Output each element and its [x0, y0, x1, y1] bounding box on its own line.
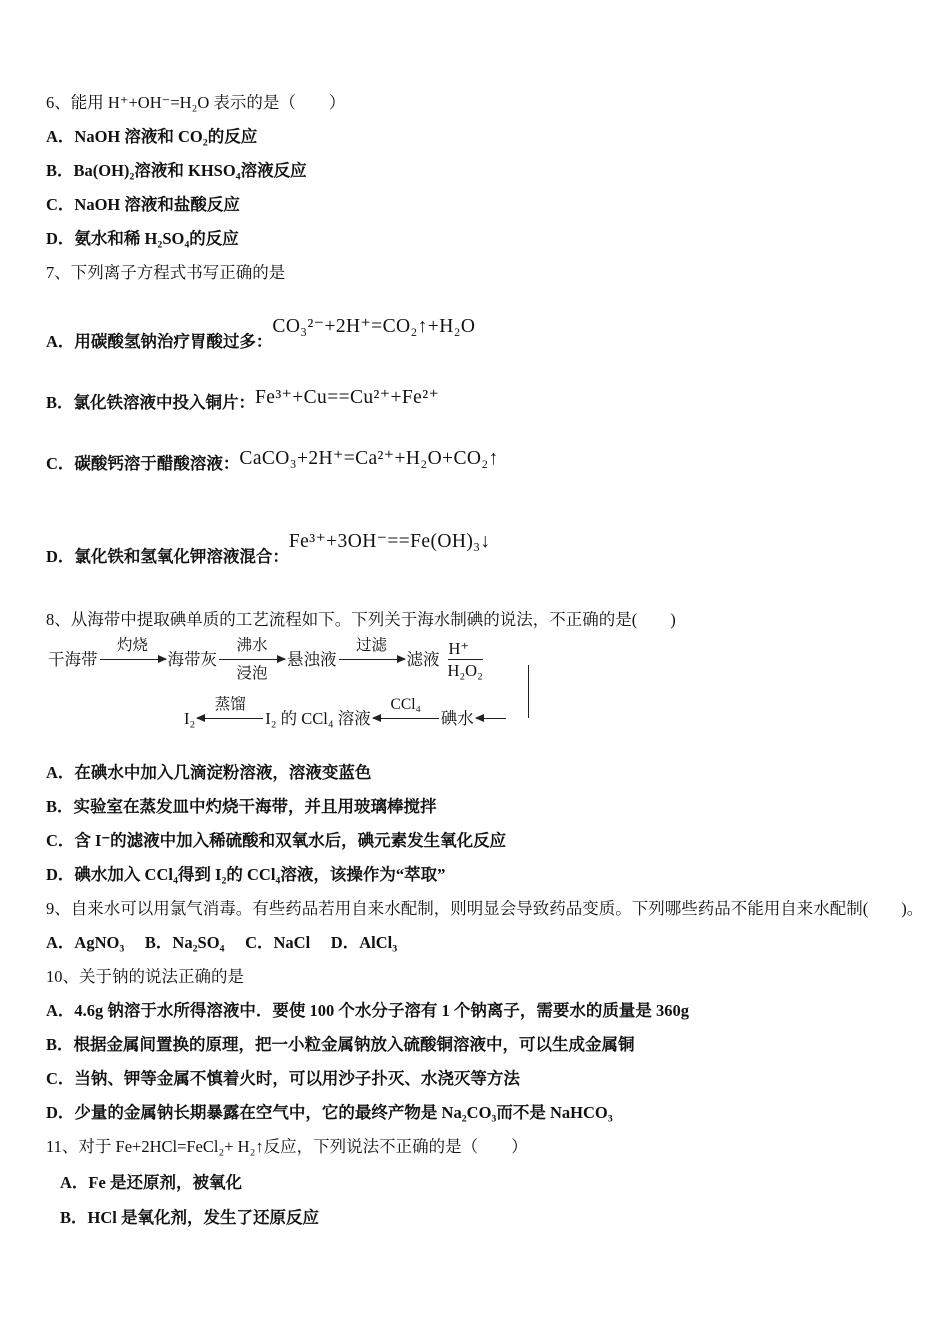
arrow-shaft — [476, 714, 506, 723]
question-7-option-d — [46, 531, 908, 567]
flow-row-2 — [184, 695, 908, 742]
flow-node-suspension: 悬浊液 — [287, 650, 337, 669]
question-7-option-c — [46, 448, 908, 474]
option-d-formula: Fe³⁺+3OH⁻==Fe(OH)₃↓ — [288, 531, 491, 552]
option-c-text: C．碳酸钙溶于醋酸溶液： — [46, 454, 240, 473]
question-7-option-b — [46, 387, 908, 413]
question-6-option-d: D．氨水和稀 H₂SO₄的反应 — [46, 229, 239, 248]
question-6-stem: 6、能用 H⁺+OH⁻=H₂O 表示的是（ ） — [46, 93, 346, 112]
flow-node-kelp-ash: 海带灰 — [167, 650, 217, 669]
flow-row-1 — [48, 636, 908, 683]
down-connector-line — [528, 665, 529, 718]
arrow-shaft — [197, 714, 263, 723]
right-arrow-icon — [219, 636, 285, 683]
flow-node-filtrate: 滤液 — [406, 650, 440, 669]
question-10-option-b: B．根据金属间置换的原理，把一小粒金属钠放入硫酸铜溶液中，可以生成金属铜 — [46, 1035, 635, 1054]
right-arrow-icon — [100, 636, 166, 683]
arrow-label-distill: 蒸馏 — [214, 696, 246, 713]
option-b-formula: Fe³⁺+Cu==Cu²⁺+Fe²⁺ — [255, 387, 440, 408]
option-c-formula: CaCO₃+2H⁺=Ca²⁺+H₂O+CO₂↑ — [239, 448, 499, 469]
flow-node-iodine-ccl4-solution: I₂ 的 CCl₄ 溶液 — [265, 709, 371, 728]
option-b-text: B．氯化铁溶液中投入铜片： — [46, 393, 256, 412]
left-arrow-icon — [476, 695, 506, 742]
question-6 — [46, 92, 908, 249]
right-arrow-icon — [339, 636, 405, 683]
question-10-option-c: C．当钠、钾等金属不慎着火时，可以用沙子扑灭、水浇灭等方法 — [46, 1069, 520, 1088]
flow-node-iodine-water: 碘水 — [440, 709, 474, 728]
arrow-shaft — [373, 714, 439, 723]
question-11-option-a: A．Fe 是还原剂，被氧化 — [60, 1173, 242, 1192]
question-10-stem: 10、关于钠的说法正确的是 — [46, 967, 244, 986]
arrow-shaft — [339, 655, 405, 664]
question-8-option-d: D．碘水加入 CCl₄得到 I₂的 CCl₄溶液，该操作为“萃取” — [46, 865, 446, 884]
question-8-option-c: C．含 I⁻的滤液中加入稀硫酸和双氧水后，碘元素发生氧化反应 — [46, 831, 507, 850]
arrow-label-burn: 灼烧 — [116, 637, 148, 654]
question-8 — [46, 609, 908, 885]
question-9-stem: 9、自来水可以用氯气消毒。有些药品若用自来水配制，则明显会导致药品变质。下列哪些药品不能用自来水配制( )。 — [46, 899, 924, 918]
option-a-text: A．用碳酸氢钠治疗胃酸过多： — [46, 332, 273, 351]
left-arrow-icon — [197, 695, 263, 742]
iodine-extraction-flow-diagram — [48, 636, 908, 746]
question-9 — [46, 898, 924, 953]
option-a-formula: CO₃²⁻+2H⁺=CO₂↑+H₂O — [272, 316, 476, 337]
question-9-options-line: A．AgNO₃ B．Na₂SO₄ C．NaCl D．AlCl₃ — [46, 933, 398, 952]
reagent-h-plus: H⁺ — [448, 639, 483, 660]
reagent-h2o2: H₂O₂ — [447, 661, 483, 680]
flow-node-iodine: I₂ — [184, 709, 196, 728]
question-11-stem: 11、对于 Fe+2HCl=FeCl₂+ H₂↑反应，下列说法不正确的是（ ） — [46, 1137, 528, 1156]
question-11 — [46, 1136, 908, 1228]
option-d-text: D．氯化铁和氢氧化钾溶液混合： — [46, 547, 289, 566]
arrow-label-soak: 浸泡 — [236, 665, 268, 682]
arrow-shaft — [219, 655, 285, 664]
question-10-option-a: A．4.6g 钠溶于水所得溶液中．要使 100 个水分子溶有 1 个钠离子，需要水的质量是 360g — [46, 1001, 690, 1020]
question-7-option-a — [46, 316, 908, 352]
question-8-option-b: B．实验室在蒸发皿中灼烧干海带，并且用玻璃棒搅拌 — [46, 797, 437, 816]
question-6-option-a: A．NaOH 溶液和 CO₂的反应 — [46, 127, 258, 146]
left-arrow-icon — [373, 695, 439, 742]
question-11-option-b: B．HCl 是氧化剂，发生了还原反应 — [60, 1208, 319, 1227]
question-8-stem: 8、从海带中提取碘单质的工艺流程如下。下列关于海水制碘的说法，不正确的是( ) — [46, 610, 676, 629]
question-6-option-c: C．NaOH 溶液和盐酸反应 — [46, 195, 240, 214]
flow-node-dried-kelp: 干海带 — [48, 650, 98, 669]
question-10 — [46, 966, 908, 1123]
arrow-label-ccl4: CCl₄ — [390, 696, 421, 713]
arrow-shaft — [100, 655, 166, 664]
reagent-fraction — [448, 639, 483, 680]
arrow-label-filter: 过滤 — [355, 637, 387, 654]
question-6-option-b: B．Ba(OH)₂溶液和 KHSO₄溶液反应 — [46, 161, 307, 180]
question-8-option-a: A．在碘水中加入几滴淀粉溶液，溶液变蓝色 — [46, 763, 372, 782]
question-10-option-d: D．少量的金属钠长期暴露在空气中，它的最终产物是 Na₂CO₃而不是 NaHCO₃ — [46, 1103, 613, 1122]
arrow-label-boiling-water: 沸水 — [236, 637, 268, 654]
question-7 — [46, 262, 908, 567]
question-7-stem: 7、下列离子方程式书写正确的是 — [46, 263, 286, 282]
